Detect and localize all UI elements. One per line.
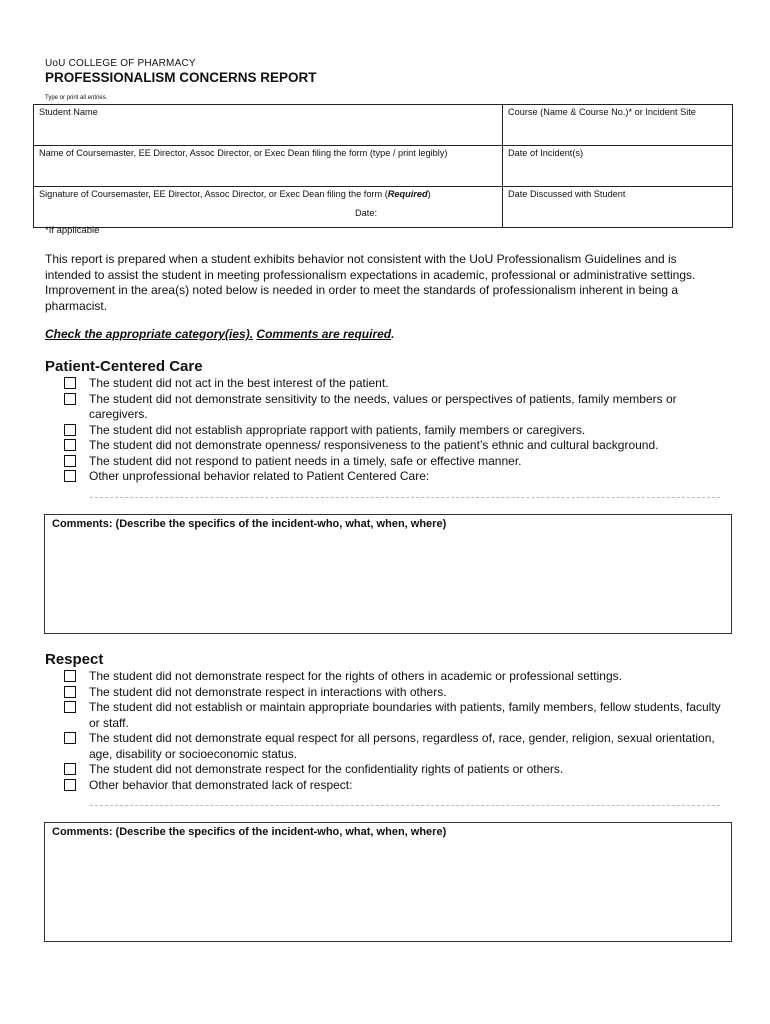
signature-field[interactable]: [34, 187, 503, 228]
section-title-patient-centered-care: Patient-Centered Care: [45, 358, 203, 375]
instruction: Check the appropriate category(ies). Comments are required.: [45, 327, 395, 341]
checklist-item: Other unprofessional behavior related to Patient Centered Care:: [64, 469, 724, 485]
checklist-item: The student did not demonstrate openness/ responsiveness to the patient’s ethnic and cultural background.: [64, 438, 724, 454]
comments-box-respect[interactable]: [44, 822, 732, 942]
other-behavior-line[interactable]: [90, 497, 720, 498]
date-discussed-field[interactable]: [503, 187, 733, 228]
comments-label: Comments: (Describe the specifics of the incident-who, what, when, where): [52, 518, 447, 530]
checklist-item: The student did not demonstrate equal respect for all persons, regardless of, race, gender, religion, sexual orientation, age, disability or socioeconomic status.: [64, 731, 724, 762]
comments-box-patient-centered-care[interactable]: [44, 514, 732, 634]
checklist-item: Other behavior that demonstrated lack of respect:: [64, 778, 724, 794]
checkbox[interactable]: [64, 455, 76, 467]
page-title: PROFESSIONALISM CONCERNS REPORT: [45, 70, 317, 85]
respect-checklist: [64, 669, 724, 793]
signature-label: Signature of Coursemaster, EE Director, Assoc Director, or Exec Dean filing the form (Required): [39, 189, 431, 199]
checkbox[interactable]: [64, 393, 76, 405]
coursemaster-name-field[interactable]: [34, 146, 503, 187]
type-note: Type or print all entries.: [45, 95, 108, 101]
checkbox[interactable]: [64, 377, 76, 389]
header-form-table: [33, 104, 733, 228]
checkbox[interactable]: [64, 732, 76, 744]
college-name: UoU COLLEGE OF PHARMACY: [45, 58, 196, 69]
checklist-item: The student did not act in the best interest of the patient.: [64, 376, 724, 392]
checklist-item: The student did not demonstrate sensitivity to the needs, values or perspectives of patients, family members or caregivers.: [64, 392, 724, 423]
patient-centered-care-checklist: [64, 376, 724, 485]
student-name-label: Student Name: [39, 107, 98, 117]
other-behavior-line[interactable]: [90, 805, 720, 806]
checklist-item: The student did not respond to patient needs in a timely, safe or effective manner.: [64, 454, 724, 470]
checkbox[interactable]: [64, 701, 76, 713]
section-title-respect: Respect: [45, 651, 104, 668]
checkbox[interactable]: [64, 779, 76, 791]
course-label: Course (Name & Course No.)* or Incident Site: [508, 107, 696, 117]
checkbox[interactable]: [64, 686, 76, 698]
checkbox[interactable]: [64, 424, 76, 436]
checklist-item: The student did not demonstrate respect in interactions with others.: [64, 685, 724, 701]
course-field[interactable]: [503, 105, 733, 146]
checkbox[interactable]: [64, 763, 76, 775]
incident-date-field[interactable]: [503, 146, 733, 187]
comments-label: Comments: (Describe the specifics of the incident-who, what, when, where): [52, 826, 447, 838]
checkbox[interactable]: [64, 439, 76, 451]
coursemaster-name-label: Name of Coursemaster, EE Director, Assoc Director, or Exec Dean filing the form (type / print legibly): [39, 148, 448, 158]
intro-paragraph: This report is prepared when a student exhibits behavior not consistent with the UoU Professionalism Guidelines and is intended to assist the student in meeting professionalism expectations in academic, professional or administrative settings. Improvement in the area(s) noted below is needed in order to meet the standards of professionalism inherent in being a pharmacist.: [45, 252, 696, 313]
if-applicable-note: *If applicable: [45, 225, 100, 236]
date-discussed-label: Date Discussed with Student: [508, 189, 626, 199]
incident-date-label: Date of Incident(s): [508, 148, 584, 158]
signature-date-label: Date:: [355, 208, 377, 218]
checklist-item: The student did not demonstrate respect for the confidentiality rights of patients or others.: [64, 762, 724, 778]
checkbox[interactable]: [64, 470, 76, 482]
checkbox[interactable]: [64, 670, 76, 682]
checklist-item: The student did not establish appropriate rapport with patients, family members or caregivers.: [64, 423, 724, 439]
checklist-item: The student did not establish or maintain appropriate boundaries with patients, family members, fellow students, faculty or staff.: [64, 700, 724, 731]
checklist-item: The student did not demonstrate respect for the rights of others in academic or professional settings.: [64, 669, 724, 685]
student-name-field[interactable]: [34, 105, 503, 146]
